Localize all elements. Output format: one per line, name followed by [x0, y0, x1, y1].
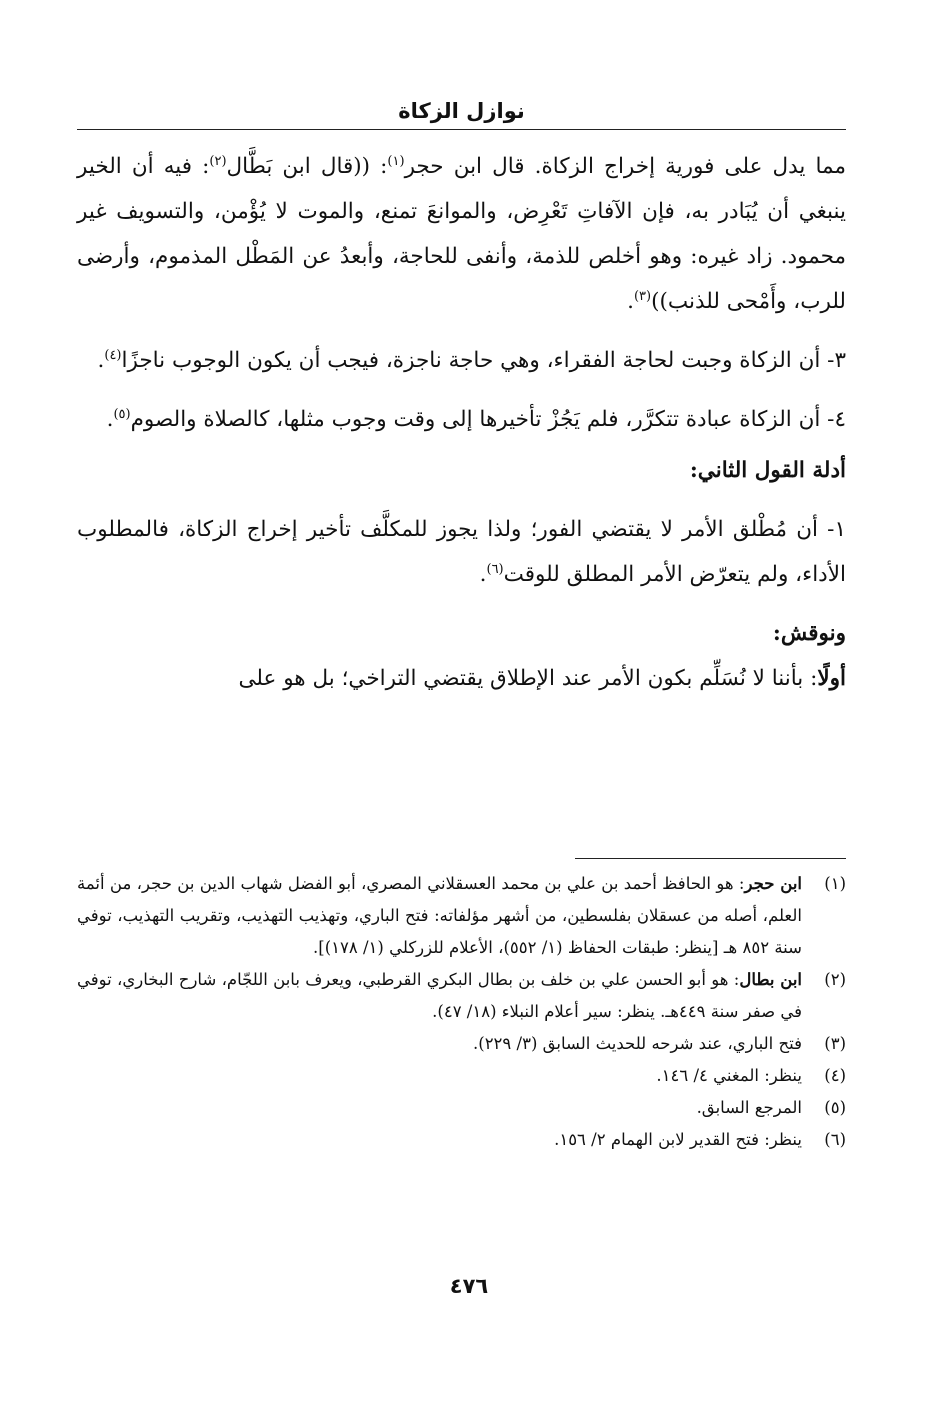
text-span: . — [97, 348, 105, 373]
footnote-number: (٣) — [824, 1034, 846, 1053]
main-text — [77, 144, 846, 701]
footnote-text: : هو الحافظ أحمد بن علي بن محمد العسقلاني المصري، أبو الفضل شهاب الدين بن حجر، من أئمة العلم، أصله من عسقلان بفلسطين، من أشهر مؤلفاته: فتح الباري، وتهذيب التهذيب، وتقريب التهذيب، توفي سنة ٨٥٢ هـ [ينظر: طبقات الحفاظ (١/ ٥٥٢)، الأعلام للزركلي (١/ ١٧٨)]. — [77, 874, 802, 957]
footnote-text: ينظر: المغني ٤/ ١٤٦. — [656, 1066, 802, 1085]
text-span: . — [627, 289, 634, 314]
footnote-number: (١) — [824, 874, 846, 893]
footnote-number: (٥) — [824, 1098, 846, 1117]
text-span: ٣- أن الزكاة وجبت لحاجة الفقراء، وهي حاجة ناجزة، فيجب أن يكون الوجوب ناجزًا — [121, 348, 846, 373]
footnote-term: ابن حجر — [744, 874, 803, 893]
section-heading-discussion: ونوقش: — [772, 621, 846, 646]
lead-word: أولًا — [817, 666, 846, 691]
footnote-text: فتح الباري، عند شرحه للحديث السابق (٣/ ٢٢٩). — [473, 1034, 802, 1053]
footnote-ref-1[interactable]: (١) — [387, 153, 405, 169]
page-number: ٤٧٦ — [449, 1274, 489, 1298]
paragraph-1 — [77, 144, 846, 324]
text-span: : ((قال ابن بَطَّال — [226, 154, 388, 179]
text-span: . — [106, 407, 114, 432]
text-span: ٤- أن الزكاة عبادة تتكرَّر، فلم يَجُزْ تأخيرها إلى وقت وجوب مثلها، كالصلاة والصوم — [130, 407, 846, 432]
header-rule — [77, 129, 846, 130]
section-heading-second-view: أدلة القول الثاني: — [689, 458, 846, 483]
running-header-title: نوازل الزكاة — [398, 99, 525, 123]
paragraph-2 — [77, 338, 846, 383]
footnotes — [77, 868, 846, 1156]
footnote-number: (٢) — [824, 970, 846, 989]
footnote-item — [77, 964, 846, 1028]
footnote-rule — [575, 858, 846, 859]
footnote-number: (٤) — [824, 1066, 846, 1085]
footnote-item — [77, 868, 846, 964]
footnote-ref-2[interactable]: (٢) — [209, 153, 227, 169]
footnote-item — [77, 1092, 846, 1124]
footnote-ref-4[interactable]: (٤) — [104, 347, 122, 363]
text-span: : بأننا لا نُسَلِّم بكون الأمر عند الإطلاق يقتضي التراخي؛ بل هو على — [238, 666, 818, 691]
text-span: مما يدل على فورية إخراج الزكاة. قال ابن حجر — [404, 154, 846, 179]
text-span: ١- أن مُطْلق الأمر لا يقتضي الفور؛ ولذا يجوز للمكلَّف تأخير إخراج الزكاة، فالمطلوب الأداء، ولم يتعرّض الأمر المطلق للوقت — [77, 517, 846, 587]
footnote-text: ينظر: فتح القدير لابن الهمام ٢/ ١٥٦. — [554, 1130, 802, 1149]
footnote-ref-6[interactable]: (٦) — [486, 561, 504, 577]
footnote-term: ابن بطال — [739, 970, 803, 989]
footnote-item — [77, 1124, 846, 1156]
text-span: : فيه أن الخير ينبغي أن يُبَادر به، فإن الآفاتِ تَعْرِض، والموانعَ تمنع، والموت لا يُؤْمن، والتسويف غير محمود. زاد غيره: وهو أخلص للذمة، وأنفى للحاجة، وأبعدُ عن المَطْل المذموم، وأرضى للرب، وأَمْحى للذنب)) — [77, 154, 846, 314]
text-span: . — [479, 562, 487, 587]
footnote-text: : هو أبو الحسن علي بن خلف بن بطال البكري القرطبي، ويعرف بابن اللجّام، شارح البخاري، توفي في صفر سنة ٤٤٩هـ. ينظر: سير أعلام النبلاء (١٨/ ٤٧). — [77, 970, 802, 1021]
paragraph-4 — [77, 507, 846, 597]
footnote-ref-5[interactable]: (٥) — [113, 406, 131, 422]
footnote-item — [77, 1028, 846, 1060]
footnote-number: (٦) — [824, 1130, 846, 1149]
paragraph-3 — [77, 397, 846, 442]
footnote-item — [77, 1060, 846, 1092]
footnote-ref-3[interactable]: (٣) — [633, 288, 652, 304]
paragraph-5 — [77, 656, 846, 701]
footnote-text: المرجع السابق. — [696, 1098, 802, 1117]
